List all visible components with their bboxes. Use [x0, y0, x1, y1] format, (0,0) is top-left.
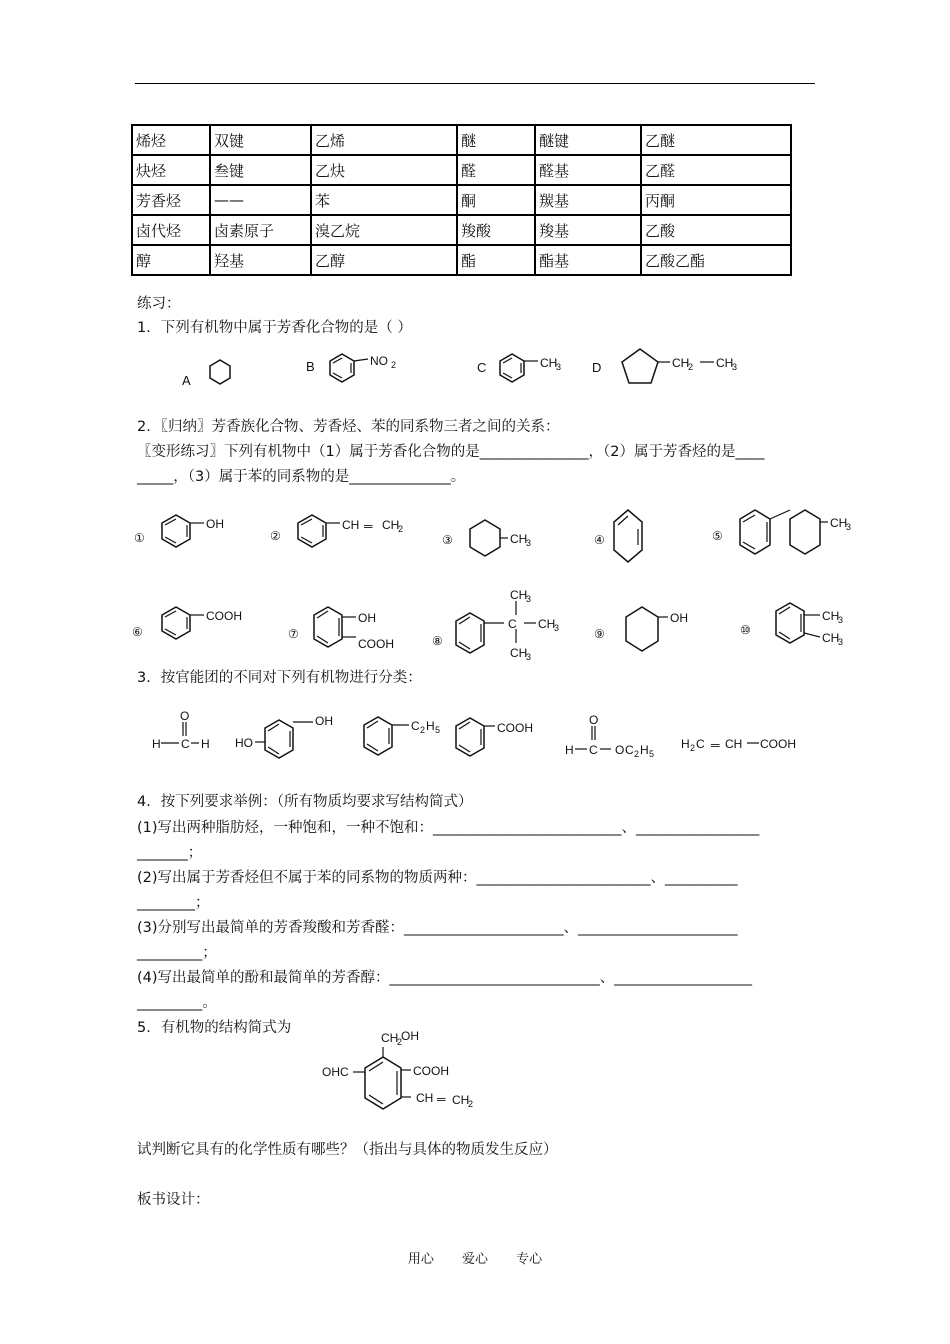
footer-text: 用心 [407, 1252, 434, 1267]
double-bond-label: ═ [437, 1092, 446, 1106]
ch2-label: CH [382, 518, 400, 532]
question-4-item: (3)分别写出最简单的芳香羧酸和芳香醛：______________________、______________________ [137, 920, 738, 936]
c-label: C [696, 737, 705, 751]
table-cell: 乙烯 [311, 125, 457, 155]
c-label: C [181, 737, 190, 751]
no2-subscript: 2 [391, 360, 397, 370]
c-label: C [589, 743, 598, 757]
question-2-line1: 2．〖归纳〗芳香族化合物、芳香烃、苯的同系物三者之间的关系： [137, 419, 560, 435]
ch3-subscript: 3 [556, 362, 562, 372]
ch3-subscript: 3 [526, 538, 532, 548]
formaldehyde-icon [161, 722, 199, 743]
question-4-item: _________。 [137, 995, 217, 1011]
benzoic-acid-icon [162, 607, 204, 639]
ethylbenzene-icon [364, 717, 409, 755]
ch2-label: CH [672, 356, 690, 370]
ch3-label: CH [538, 617, 556, 631]
ch2-subscript: 2 [688, 362, 694, 372]
ch3-subscript: 3 [846, 522, 852, 532]
question-5-title: 5．有机物的结构简式为 [137, 1020, 292, 1036]
question-4-item: (4)写出最简单的酚和最简单的芳香醇：_____________________________、___________________ [137, 970, 753, 986]
question-4-item: (2)写出属于芳香烃但不属于苯的同系物的物质两种：________________________、__________ [137, 870, 738, 886]
ch-label: CH [416, 1091, 434, 1105]
option-a-label: A [182, 373, 191, 388]
q2-structures-row1 [130, 500, 860, 580]
table-cell: —— [210, 185, 311, 215]
table-cell: 乙炔 [311, 155, 457, 185]
table-cell: 醚 [457, 125, 535, 155]
practice-title: 练习： [137, 296, 181, 312]
ch2-subscript: 2 [468, 1099, 474, 1109]
table-cell: 溴乙烷 [311, 215, 457, 245]
hydroquinone-icon [255, 720, 313, 758]
h-label: H [565, 743, 574, 757]
item-number: ⑥ [132, 625, 143, 639]
c2h5-subscript: 5 [649, 749, 655, 759]
table-cell: 酯 [457, 245, 535, 275]
header-rule [135, 83, 815, 84]
table-cell: 乙醛 [641, 155, 791, 185]
option-c-label: C [477, 360, 487, 375]
cooh-label: COOH [760, 737, 796, 751]
salicylic-acid-icon [314, 607, 356, 647]
table-cell: 芳香烃 [132, 185, 210, 215]
oh-label: OH [358, 611, 376, 625]
substituted-benzene-icon [353, 1047, 411, 1109]
ch3-label: CH [510, 588, 528, 602]
ch3-subscript: 3 [526, 652, 532, 662]
h-label: H [152, 737, 161, 751]
ch2oh-subscript: 2 [397, 1037, 403, 1047]
oh-label: OH [670, 611, 688, 625]
ch3-subscript: 3 [554, 623, 560, 633]
oh-label: OH [315, 714, 333, 728]
ch3-label: CH [822, 609, 840, 623]
item-number: ⑤ [712, 529, 723, 543]
option-b-label: B [306, 359, 315, 374]
c2h5-label: H [640, 743, 649, 757]
item-number: ⑦ [288, 627, 299, 641]
q1-structures [170, 345, 790, 395]
question-4-item: _________； [137, 945, 217, 961]
o-label: O [180, 709, 190, 723]
methylcyclohexane-icon [470, 520, 508, 556]
item-number: ⑨ [594, 627, 605, 641]
c2h5-label: C [411, 719, 420, 733]
no2-label: NO [370, 354, 388, 368]
table-cell: 乙醚 [641, 125, 791, 155]
table-cell: 烯烃 [132, 125, 210, 155]
ch3-subscript: 3 [838, 637, 844, 647]
benzoic-acid-icon [456, 718, 495, 756]
item-number: ③ [442, 533, 453, 547]
question-4-item: _______； [137, 845, 203, 861]
h2c-label: H [681, 737, 690, 751]
table-row [132, 215, 791, 245]
question-2-line2: 〖变形练习〗下列有机物中（1）属于芳香化合物的是_______________，（2）属于芳香烃的是____ [137, 444, 765, 460]
table-cell: 乙酸 [641, 215, 791, 245]
ch3-subscript: 3 [732, 362, 738, 372]
table-cell: 乙醇 [311, 245, 457, 275]
ch2oh-label: CH [381, 1031, 399, 1045]
q3-structures [145, 700, 815, 770]
ohc-label: OHC [322, 1065, 349, 1079]
table-cell: 叁键 [210, 155, 311, 185]
table-cell: 酮 [457, 185, 535, 215]
ch3-label: CH [510, 646, 528, 660]
cooh-label: COOH [206, 609, 242, 623]
table-cell: 醇 [132, 245, 210, 275]
table-cell: 丙酮 [641, 185, 791, 215]
page-footer [0, 1248, 950, 1267]
h2c-subscript: 2 [690, 743, 696, 753]
cyclopentane-icon [622, 349, 670, 383]
table-row [132, 125, 791, 155]
c2h5-subscript: 2 [634, 749, 640, 759]
toluene-icon [500, 354, 538, 382]
table-cell: 醚键 [535, 125, 641, 155]
table-row [132, 155, 791, 185]
table-cell: 炔烃 [132, 155, 210, 185]
item-number: ① [134, 531, 145, 545]
double-bond-label: ═ [711, 738, 720, 752]
question-3: 3．按官能团的不同对下列有机物进行分类： [137, 670, 422, 686]
o-label: O [615, 743, 625, 757]
question-5-prompt: 试判断它具有的化学性质有哪些？（指出与具体的物质发生反应） [137, 1142, 558, 1158]
table-cell: 卤代烃 [132, 215, 210, 245]
c-label: C [508, 617, 517, 631]
table-row [132, 185, 791, 215]
table-cell: 卤素原子 [210, 215, 311, 245]
table-cell: 双键 [210, 125, 311, 155]
q2-structures-row2 [130, 585, 860, 665]
cooh-label: COOH [358, 637, 394, 651]
item-number: ⑧ [432, 634, 443, 648]
ch3-subscript: 3 [838, 615, 844, 625]
table-row [132, 245, 791, 275]
item-number: ④ [594, 533, 605, 547]
ch3-label: CH [830, 516, 848, 530]
table-cell: 羟基 [210, 245, 311, 275]
h-label: H [201, 737, 210, 751]
ch2-subscript: 2 [398, 524, 404, 534]
double-bond-label: ═ [364, 519, 373, 533]
q5-structure [315, 1025, 515, 1120]
table-cell: 酯基 [535, 245, 641, 275]
question-1: 1．下列有机物中属于芳香化合物的是（ ） [137, 320, 412, 336]
cooh-label: COOH [413, 1064, 449, 1078]
table-cell: 乙酸乙酯 [641, 245, 791, 275]
c2h5-label: H [426, 719, 435, 733]
ch3-label: CH [822, 631, 840, 645]
ch3-label: CH [510, 532, 528, 546]
item-number: ⑩ [740, 623, 751, 637]
cyclohexanol-icon [626, 607, 668, 651]
option-d-label: D [592, 360, 602, 375]
question-4-title: 4．按下列要求举例：（所有物质均要求写结构简式） [137, 794, 473, 810]
cyclohexylbenzene-icon [740, 510, 828, 554]
table-cell: 醛基 [535, 155, 641, 185]
table-cell: 醛 [457, 155, 535, 185]
table-cell: 苯 [311, 185, 457, 215]
ch3-subscript: 3 [526, 594, 532, 604]
footer-text: 专心 [516, 1252, 543, 1267]
cyclohexane-icon [210, 360, 230, 384]
table-cell: 羧基 [535, 215, 641, 245]
question-4-item: ________； [137, 895, 210, 911]
footer-text: 爱心 [461, 1252, 488, 1267]
ch-label: CH [342, 518, 360, 532]
question-2-line3: _____，（3）属于苯的同系物的是______________。 [137, 469, 466, 485]
item-number: ② [270, 529, 281, 543]
cooh-label: COOH [497, 721, 533, 735]
functional-group-table [131, 124, 792, 276]
phenol-icon [162, 515, 204, 547]
o-label: O [589, 713, 599, 727]
ch-label: CH [725, 737, 743, 751]
cyclohexadiene-icon [614, 510, 642, 562]
ch2-label: CH [452, 1093, 470, 1107]
table-cell: 羰基 [535, 185, 641, 215]
table-cell: 羧酸 [457, 215, 535, 245]
ch3-label: CH [716, 356, 734, 370]
ch3-label: CH [540, 356, 558, 370]
oh-label: OH [206, 517, 224, 531]
nitrobenzene-icon [330, 354, 368, 382]
c2h5-subscript: 5 [435, 725, 441, 735]
c2h5-subscript: 2 [420, 725, 426, 735]
question-4-item: (1)写出两种脂肪烃，一种饱和，一种不饱和：__________________________、_________________ [137, 820, 760, 836]
c2h5-label: C [625, 743, 634, 757]
ho-label: HO [235, 736, 253, 750]
board-design-title: 板书设计： [137, 1192, 210, 1208]
styrene-icon [298, 515, 340, 547]
o-xylene-icon [776, 603, 820, 643]
oh-label: OH [401, 1029, 419, 1043]
